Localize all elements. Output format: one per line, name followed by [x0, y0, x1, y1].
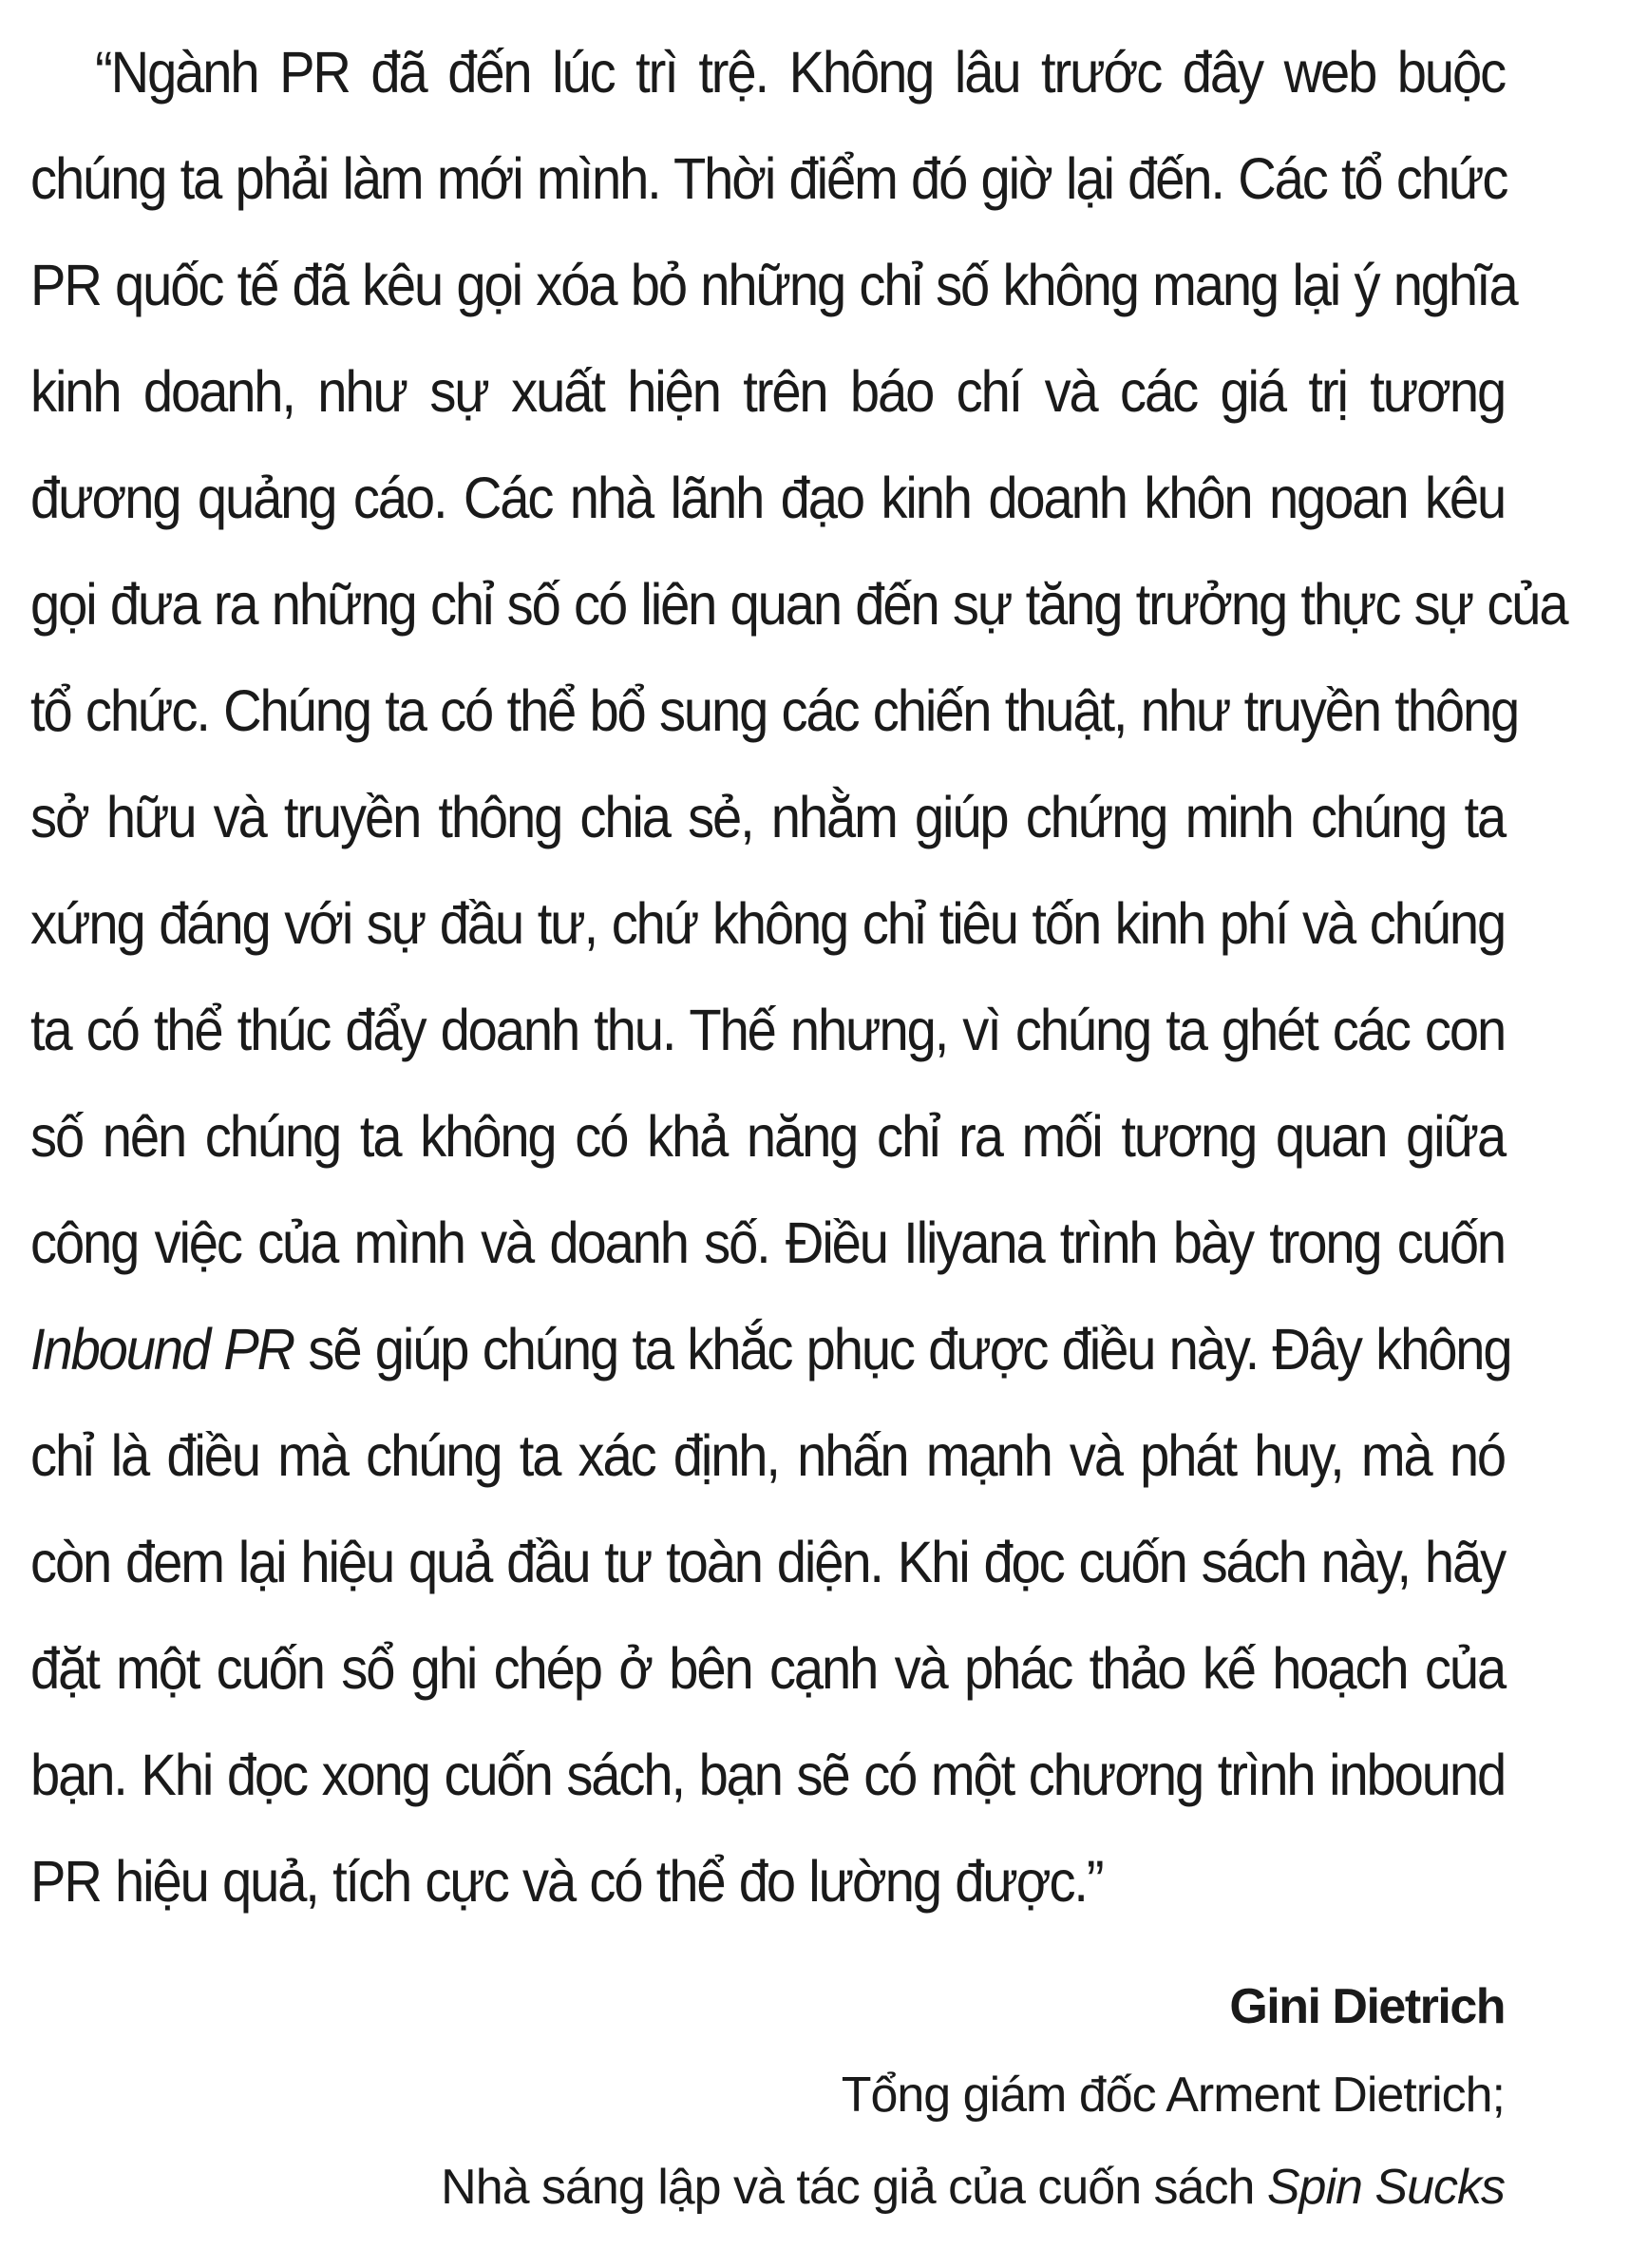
quote-line-text: sẽ giúp chúng ta khắc phục được điều này. Đây không — [294, 1317, 1511, 1382]
quote-line: bạn. Khi đọc xong cuốn sách, bạn sẽ có một chương trình inbound — [30, 1743, 1506, 1807]
quote-line — [30, 1296, 1511, 1402]
quote-line: kinh doanh, như sự xuất hiện trên báo chí và các giá trị tương — [30, 359, 1506, 424]
quote-line: tổ chức. Chúng ta có thể bổ sung các chiến thuật, như truyền thông — [30, 678, 1519, 743]
author-role: Tổng giám đốc Arment Dietrich; — [841, 2068, 1505, 2123]
book-title-spin-sucks: Spin Sucks — [1266, 2160, 1505, 2215]
book-title-inbound-pr: Inbound PR — [30, 1317, 294, 1382]
quote-line: chỉ là điều mà chúng ta xác định, nhấn mạnh và phát huy, mà nó — [30, 1423, 1506, 1488]
quote-line: gọi đưa ra những chỉ số có liên quan đến sự tăng trưởng thực sự của — [30, 572, 1567, 637]
quote-line: số nên chúng ta không có khả năng chỉ ra mối tương quan giữa — [30, 1104, 1506, 1169]
quote-line: công việc của mình và doanh số. Điều Iliyana trình bày trong cuốn — [30, 1210, 1506, 1275]
quote-body — [30, 19, 1567, 1934]
quote-line: “Ngành PR đã đến lúc trì trệ. Không lâu trước đây web buộc — [95, 40, 1506, 105]
author-role-secondary — [441, 2159, 1505, 2216]
quote-line: xứng đáng với sự đầu tư, chứ không chỉ tiêu tốn kinh phí và chúng — [30, 891, 1506, 956]
quote-line: PR quốc tế đã kêu gọi xóa bỏ những chỉ số không mang lại ý nghĩa — [30, 253, 1517, 317]
quote-line: đương quảng cáo. Các nhà lãnh đạo kinh doanh khôn ngoan kêu — [30, 466, 1506, 530]
author-name: Gini Dietrich — [1229, 1979, 1505, 2034]
quote-line: sở hữu và truyền thông chia sẻ, nhằm giúp chứng minh chúng ta — [30, 785, 1506, 849]
quote-line: còn đem lại hiệu quả đầu tư toàn diện. Khi đọc cuốn sách này, hãy — [30, 1530, 1506, 1594]
quote-line: chúng ta phải làm mới mình. Thời điểm đó giờ lại đến. Các tổ chức — [30, 146, 1507, 211]
quote-line: đặt một cuốn sổ ghi chép ở bên cạnh và phác thảo kế hoạch của — [30, 1636, 1506, 1701]
author-role-text: Nhà sáng lập và tác giả của cuốn sách — [441, 2160, 1267, 2215]
quote-line: ta có thể thúc đẩy doanh thu. Thế nhưng, vì chúng ta ghét các con — [30, 998, 1506, 1062]
quote-line: PR hiệu quả, tích cực và có thể đo lường được.” — [30, 1849, 1103, 1914]
